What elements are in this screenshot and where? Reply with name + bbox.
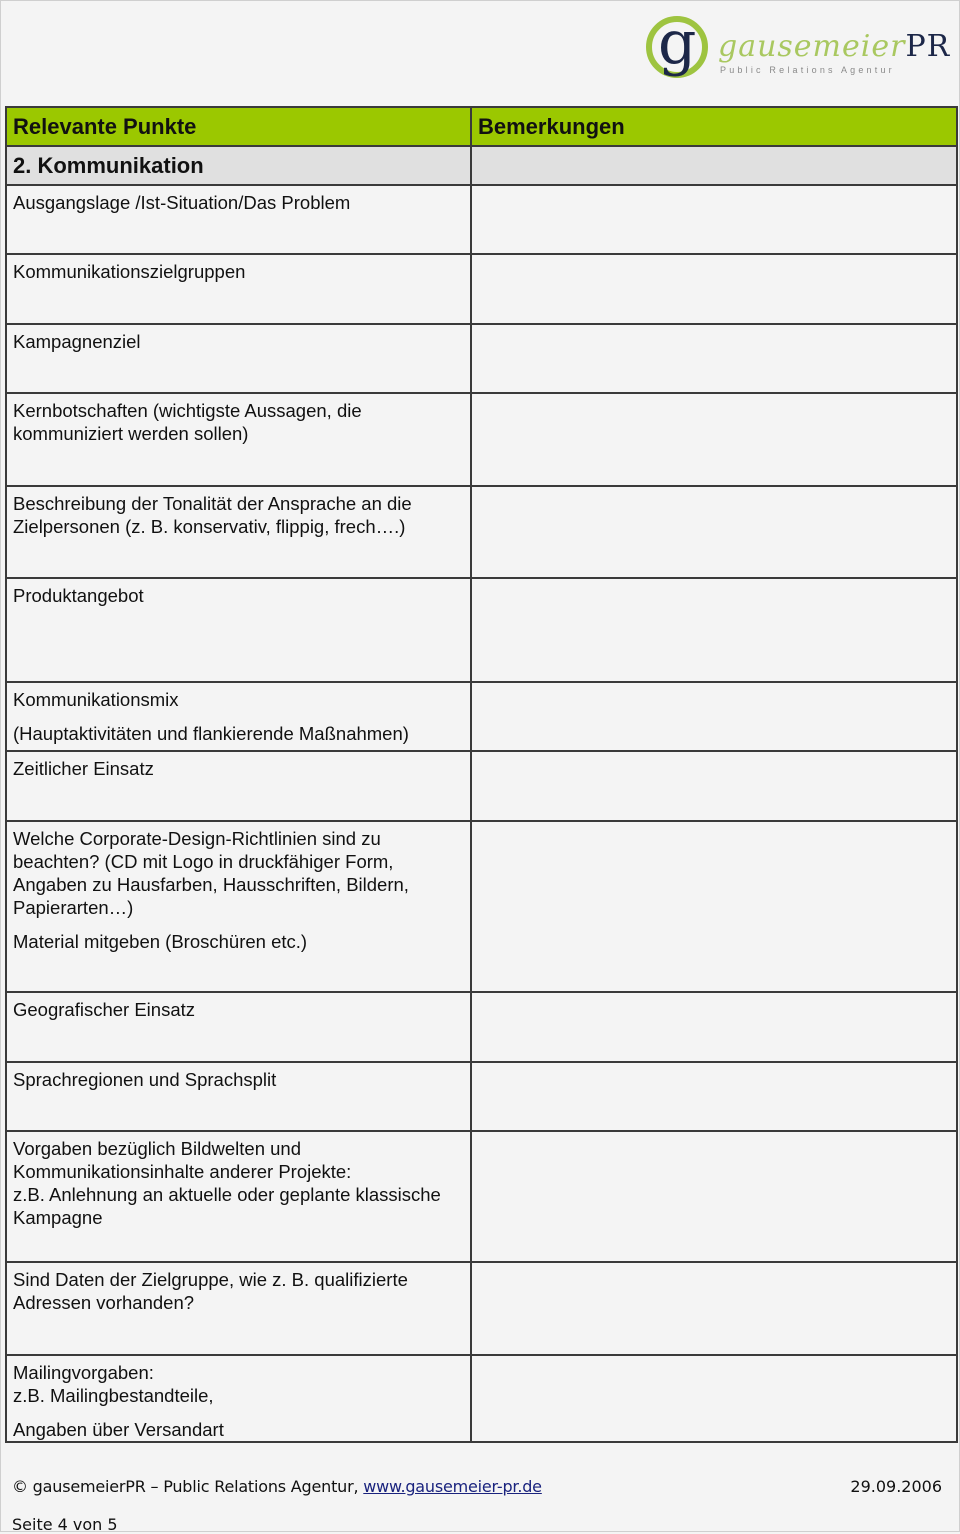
- table-row: [6, 1131, 957, 1262]
- point-cell: [6, 682, 471, 751]
- point-cell: [6, 324, 471, 393]
- remark-cell[interactable]: [471, 821, 957, 992]
- company-logo: [644, 8, 951, 90]
- remark-cell[interactable]: [471, 254, 957, 324]
- footer-copyright: [12, 1477, 542, 1496]
- point-text: Kommunikationszielgruppen: [13, 261, 246, 282]
- briefing-table: [5, 106, 958, 1443]
- header-relevante-punkte: Relevante Punkte: [6, 107, 471, 146]
- remark-cell[interactable]: [471, 992, 957, 1062]
- remark-cell[interactable]: [471, 682, 957, 751]
- section-row: [6, 146, 957, 185]
- section-title: 2. Kommunikation: [6, 146, 471, 185]
- remark-cell[interactable]: [471, 1262, 957, 1355]
- point-cell: [6, 821, 471, 992]
- logo-name-light: gausemeier: [718, 29, 906, 64]
- remark-cell[interactable]: [471, 324, 957, 393]
- point-text: Welche Corporate-Design-Richtlinien sind zu beachten? (CD mit Logo in druckfähiger Form, Angaben zu Hausfarben, Hausschriften, Bildern, Papierarten…): [13, 828, 409, 918]
- table-row: [6, 486, 957, 578]
- point-text: Vorgaben bezüglich Bildwelten und Kommunikationsinhalte anderer Projekte:: [13, 1138, 352, 1182]
- point-text: Angaben über Versandart: [13, 1419, 224, 1440]
- remark-cell[interactable]: [471, 1062, 957, 1131]
- remark-cell[interactable]: [471, 1355, 957, 1442]
- logo-name-pr: PR: [905, 29, 951, 64]
- point-text: Sprachregionen und Sprachsplit: [13, 1069, 277, 1090]
- logo-g-icon: g: [658, 8, 697, 78]
- remark-cell[interactable]: [471, 578, 957, 682]
- logo-wordmark: [718, 30, 950, 64]
- section-remark-cell[interactable]: [471, 146, 957, 185]
- point-text: Zeitlicher Einsatz: [13, 758, 154, 779]
- point-text: Kommunikationsmix: [13, 689, 179, 710]
- point-cell: [6, 1062, 471, 1131]
- point-cell: [6, 486, 471, 578]
- point-text: Mailingvorgaben:: [13, 1362, 154, 1383]
- table-row: [6, 393, 957, 486]
- remark-cell[interactable]: [471, 185, 957, 254]
- point-text: (Hauptaktivitäten und flankierende Maßnahmen): [13, 723, 409, 744]
- remark-cell[interactable]: [471, 486, 957, 578]
- table-row: [6, 1262, 957, 1355]
- point-text: Kernbotschaften (wichtigste Aussagen, die kommuniziert werden sollen): [13, 400, 362, 444]
- remark-cell[interactable]: [471, 1131, 957, 1262]
- point-text: Kampagnenziel: [13, 331, 141, 352]
- table-header-row: [6, 107, 957, 146]
- point-cell: [6, 185, 471, 254]
- footer-page-number: Seite 4 von 5: [12, 1515, 118, 1534]
- table-row: [6, 682, 957, 751]
- point-cell: [6, 254, 471, 324]
- table-row: [6, 185, 957, 254]
- point-text: z.B. Anlehnung an aktuelle oder geplante klassische Kampagne: [13, 1184, 441, 1228]
- table-row: [6, 821, 957, 992]
- point-cell: [6, 992, 471, 1062]
- point-text: Produktangebot: [13, 585, 144, 606]
- point-cell: [6, 1262, 471, 1355]
- point-text: Ausgangslage /Ist-Situation/Das Problem: [13, 192, 351, 213]
- footer-copyright-text: © gausemeierPR – Public Relations Agentur,: [12, 1477, 364, 1496]
- table-row: [6, 578, 957, 682]
- point-text: Sind Daten der Zielgruppe, wie z. B. qualifizierte Adressen vorhanden?: [13, 1269, 408, 1313]
- table-row: [6, 1062, 957, 1131]
- point-cell: [6, 578, 471, 682]
- logo-tagline: Public Relations Agentur: [720, 65, 895, 75]
- point-cell: [6, 751, 471, 821]
- point-text: Geografischer Einsatz: [13, 999, 196, 1020]
- point-cell: [6, 393, 471, 486]
- table-row: [6, 992, 957, 1062]
- remark-cell[interactable]: [471, 751, 957, 821]
- point-text: Beschreibung der Tonalität der Ansprache an die Zielpersonen (z. B. konservativ, flippig, frech….): [13, 493, 412, 537]
- table-row: [6, 751, 957, 821]
- footer-website-link[interactable]: www.gausemeier-pr.de: [363, 1477, 542, 1496]
- table-row: [6, 324, 957, 393]
- point-text: Material mitgeben (Broschüren etc.): [13, 931, 308, 952]
- table-row: [6, 1355, 957, 1442]
- point-text: z.B. Mailingbestandteile,: [13, 1385, 214, 1406]
- point-cell: [6, 1131, 471, 1262]
- remark-cell[interactable]: [471, 393, 957, 486]
- point-cell: [6, 1355, 471, 1442]
- table-row: [6, 254, 957, 324]
- header-bemerkungen: Bemerkungen: [471, 107, 957, 146]
- footer-date: 29.09.2006: [850, 1477, 942, 1496]
